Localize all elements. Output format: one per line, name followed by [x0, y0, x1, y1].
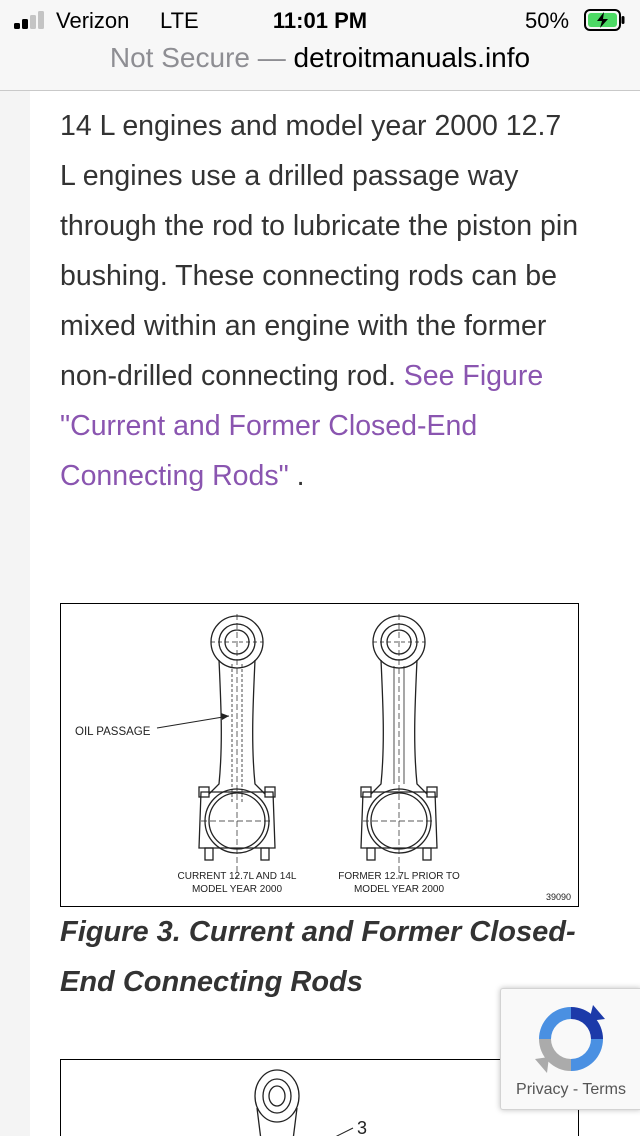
terms-link[interactable]: Terms [582, 1081, 626, 1098]
carrier-name: Verizon [56, 8, 130, 33]
oil-passage-leader-line [157, 716, 229, 728]
figure-caption: Figure 3. Current and Former Closed-End Connecting Rods [60, 916, 576, 998]
recaptcha-links [501, 1081, 640, 1099]
figure-number: 39090 [545, 892, 571, 902]
connecting-rods-figure [60, 603, 579, 907]
network-type: LTE [160, 8, 199, 33]
former-rod-drawing [361, 614, 437, 879]
next-figure-callout: 3 [357, 1118, 368, 1136]
paragraph-end: . [288, 460, 305, 492]
current-rod-label-line2: MODEL YEAR 2000 [191, 884, 283, 895]
page-domain: detroitmanuals.info [293, 42, 531, 73]
article-paragraph [60, 101, 580, 501]
article-content [30, 91, 640, 1136]
security-label: Not Secure [109, 42, 250, 73]
oil-passage-arrow [221, 713, 229, 720]
recaptcha-separator: - [572, 1081, 579, 1098]
privacy-link[interactable]: Privacy [516, 1081, 569, 1098]
battery-percent: 50% [525, 8, 570, 33]
former-rod-label-line1: FORMER 12.7L PRIOR TO [338, 871, 460, 882]
former-rod-label-line2: MODEL YEAR 2000 [353, 884, 445, 895]
battery-charging-icon [584, 9, 626, 31]
current-rod-drawing [199, 614, 275, 879]
recaptcha-logo-icon [533, 1001, 609, 1077]
oil-passage-label: OIL PASSAGE [75, 726, 151, 738]
clock: 11:01 PM [272, 8, 368, 33]
paragraph-text: 14 L engines and model year 2000 12.7 L engines use a drilled passage way through the rod to lubricate the piston pin bushing. These connecting rods can be mixed within an engine with the former non-drilled connecting rod. [60, 110, 579, 392]
connecting-rods-drawing [61, 604, 578, 906]
current-rod-label-line1: CURRENT 12.7L AND 14L [177, 871, 297, 882]
address-bar[interactable] [0, 40, 640, 91]
status-bar [0, 0, 640, 40]
figure-link[interactable]: See Figure "Current and Former Closed-End Connecting Rods" [60, 360, 544, 492]
url-separator: — [257, 42, 286, 73]
recaptcha-badge[interactable] [500, 988, 640, 1110]
